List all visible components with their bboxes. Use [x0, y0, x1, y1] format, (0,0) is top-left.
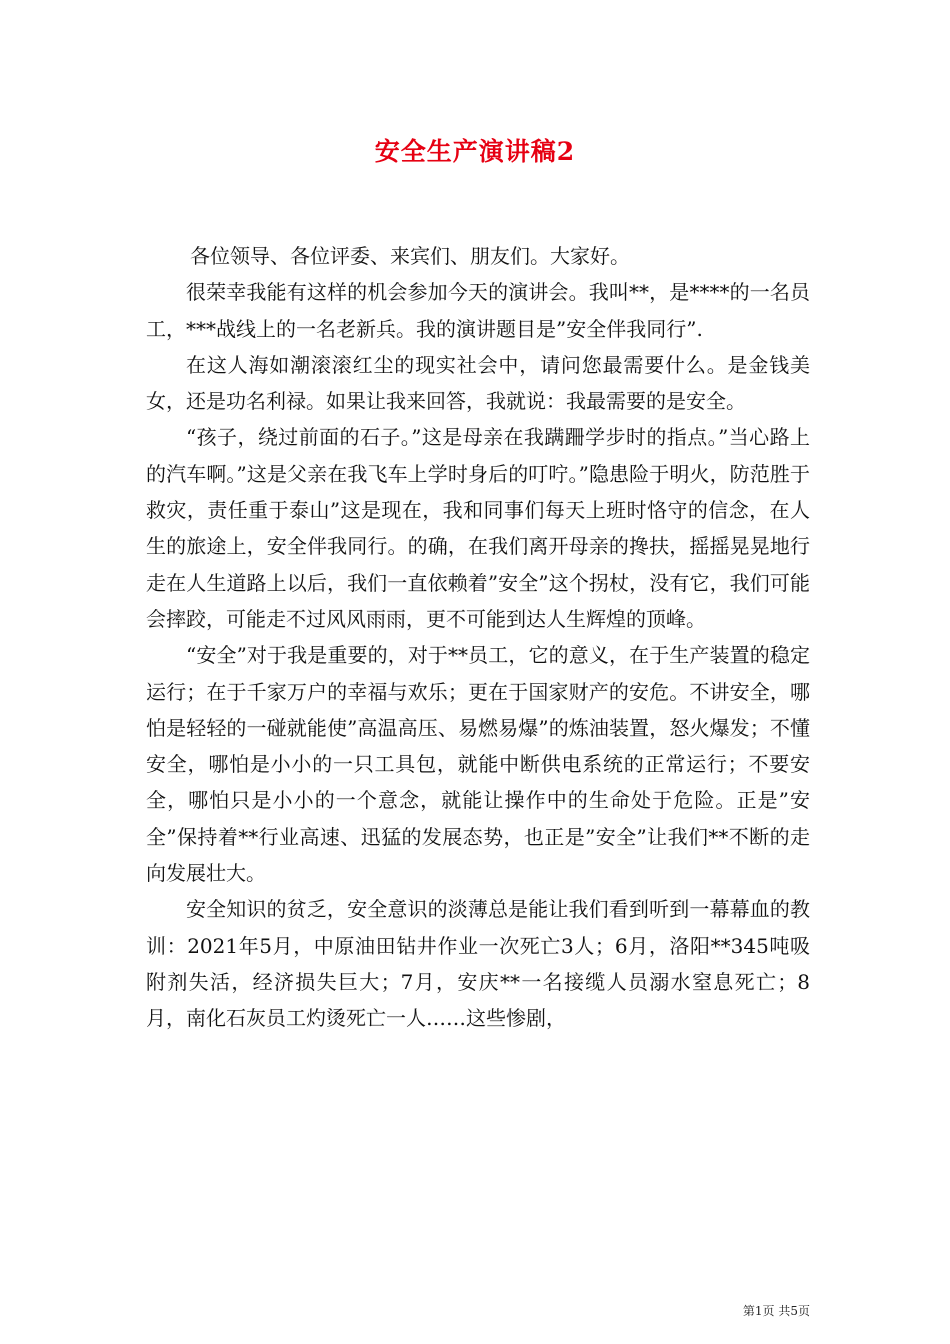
- document-body: [146, 238, 810, 1037]
- page-number: 第1页 共5页: [742, 1304, 810, 1318]
- page-title: 安全生产演讲稿2: [374, 137, 576, 166]
- paragraph-greeting: 各位领导、各位评委、来宾们、朋友们。大家好。: [190, 244, 630, 268]
- paragraph-importance: “安全”对于我是重要的，对于**员工，它的意义，在于生产装置的稳定运行；在于千家万户的幸福与欢乐；更在于国家财产的安危。不讲安全，哪怕是轻轻的一碰就能使”高温高压、易燃易爆”的炼油装置，怒火爆发；不懂安全，哪怕是小小的一只工具包，就能中断供电系统的正常运行；不要安全，哪怕只是小小的一个意念，就能让操作中的生命处于危险。正是”安全”保持着**行业高速、迅猛的发展态势，也正是”安全”让我们**不断的走向发展壮大。: [146, 643, 810, 886]
- paragraph-lessons: 安全知识的贫乏，安全意识的淡薄总是能让我们看到听到一幕幕血的教训：2021年5月，中原油田钻井作业一次死亡3人；6月，洛阳**345吨吸附剂失活，经济损失巨大；7月，安庆**一名接缆人员溺水窒息死亡；8月，南化石灰员工灼烫死亡一人……这些惨剧，: [146, 897, 810, 1031]
- paragraph-parents: “孩子，绕过前面的石子。”这是母亲在我蹒跚学步时的指点。”当心路上的汽车啊。”这是父亲在我飞车上学时身后的叮咛。”隐患险于明火，防范胜于救灾，责任重于泰山”这是现在，我和同事们每天上班时恪守的信念，在人生的旅途上，安全伴我同行。的确，在我们离开母亲的搀扶，摇摇晃晃地行走在人生道路上以后，我们一直依赖着”安全”这个拐杖，没有它，我们可能会摔跤，可能走不过风风雨雨，更不可能到达人生辉煌的顶峰。: [146, 425, 810, 631]
- paragraph-question: 在这人海如潮滚滚红尘的现实社会中，请问您最需要什么。是金钱美女，还是功名利禄。如果让我来回答，我就说：我最需要的是安全。: [146, 352, 810, 414]
- paragraph-introduction: 很荣幸我能有这样的机会参加今天的演讲会。我叫**，是****的一名员工，***战线上的一名老新兵。我的演讲题目是”安全伴我同行”.: [146, 280, 810, 341]
